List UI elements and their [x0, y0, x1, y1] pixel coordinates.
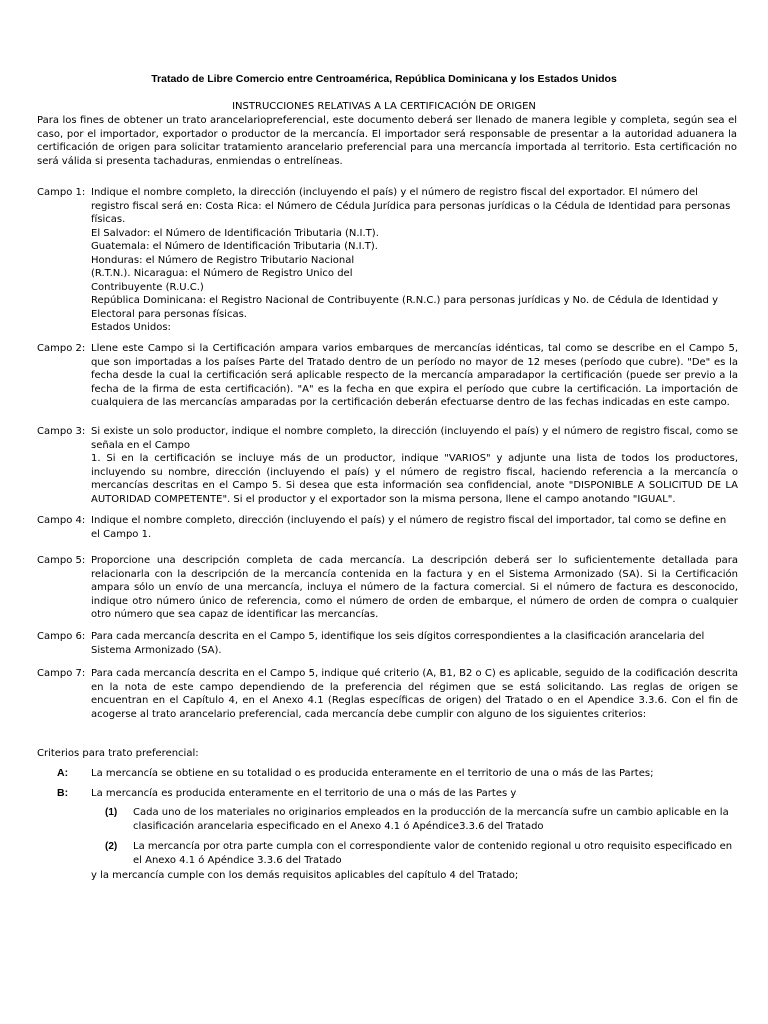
- criterio-letter: A:: [57, 767, 69, 779]
- sub-criterio-2: [0, 840, 768, 870]
- campo-label: Campo 3:: [37, 426, 86, 437]
- campo-text: República Dominicana: el Registro Nacional de Contribuyente (R.N.C.) para personas jurídicas y No. de Cédula de Identidad y Electoral para personas físicas.: [91, 295, 718, 320]
- criterio-b: [0, 787, 768, 803]
- campo-text: El Salvador: el Número de Identificación Tributaria (N.I.T).: [91, 227, 379, 239]
- campo-4: [37, 514, 738, 541]
- campo-text: 1. Si en la certificación se incluye más de un productor, indique "VARIOS" y adjunte una lista de todos los productores, incluyendo su nombre, dirección (incluyendo el país) y el número de registro fiscal, haciendo referencia a la mercancía o mercancías descritas en el Campo 5. Si desea que esta información sea confidencial, anote "DISPONIBLE A SOLICITUD DE LA AUTORIDAD COMPETENTE". Si el productor y el exportador son la misma persona, llene el campo anotando "IGUAL".: [91, 453, 738, 505]
- criterio-text: La mercancía se obtiene en su totalidad o es producida enteramente en el territorio de una o más de las Partes;: [91, 768, 654, 779]
- campo-6: [37, 630, 738, 657]
- campo-label: Campo 5:: [37, 555, 86, 566]
- sub-criterio-text: Cada uno de los materiales no originarios empleados en la producción de la mercancía sufre un cambio aplicable en la clasificación arancelaria especificado en el Anexo 4.1 ó Apéndice3.3.6 del Tratado: [133, 807, 729, 832]
- sub-criterio-number: (2): [105, 841, 118, 852]
- campo-2: [37, 342, 738, 410]
- criterios-heading: Criterios para trato preferencial:: [37, 748, 199, 759]
- campo-3: [37, 425, 738, 506]
- intro-paragraph: Para los fines de obtener un trato arancelariopreferencial, este documento deberá ser llenado de manera legible y completa, según sea el caso, por el importador, exportador o productor de la mercancía. El importador será responsable de presentar a la autoridad aduanera la certificación de origen para solicitar tratamiento arancelario preferencial para una mercancía importada al territorio. Esta certificación no será válida si presenta tachaduras, enmiendas o entrelíneas.: [37, 115, 737, 167]
- campo-text: Honduras: el Número de Registro Tributario Nacional: [91, 254, 355, 266]
- campo-label: Campo 4:: [37, 515, 86, 526]
- sub-criterio-number: (1): [105, 807, 118, 818]
- campo-text: Llene este Campo si la Certificación ampara varios embarques de mercancías idénticas, tal como se describe en el Campo 5, que son importadas a los países Parte del Tratado dentro de un período no mayor de 12 meses (período que cubre). "De" es la fecha desde la cual la certificación será aplicable respecto de la mercancía amparadapor la certificación (puede ser previo a la fecha de la firma de esta certificación). "A" es la fecha en que expira el período que cubre la certificación. La importación de cualquiera de las mercancías amparadas por la certificación deberán efectuarse dentro de las fechas indicadas en este campo.: [91, 343, 738, 408]
- campo-text: Estados Unidos:: [91, 322, 171, 333]
- campo-text: Proporcione una descripción completa de cada mercancía. La descripción deberá ser lo suficientemente detallada para relacionarla con la descripción de la mercancía contenida en la factura y en el Sistema Armonizado (SA). Si la Certificación ampara sólo un envío de una mercancía, incluya el número de la factura comercial. Si el número de factura es desconocido, indique otro número único de referencia, como el número de orden de embarque, el número de orden de compra o cualquier otro número que sea capaz de identificar las mercancías.: [91, 555, 738, 620]
- campo-label: Campo 1:: [37, 187, 86, 198]
- document-title: Tratado de Libre Comercio entre Centroamérica, República Dominicana y los Estados Unidos: [151, 73, 617, 85]
- campo-text: Guatemala: el Número de Identificación Tributaria (N.I.T).: [91, 241, 378, 252]
- campo-label: Campo 2:: [37, 343, 86, 354]
- campo-1: [37, 186, 738, 335]
- sub-criterio-1: [0, 806, 768, 836]
- document-subtitle: INSTRUCCIONES RELATIVAS A LA CERTIFICACIÓN DE ORIGEN: [232, 101, 536, 112]
- campo-7: [37, 667, 738, 721]
- campo-text: Contribuyente (R.U.C.): [91, 281, 204, 293]
- campo-text: Para cada mercancía descrita en el Campo 5, identifique los seis dígitos correspondientes a la clasificación arancelaria del Sistema Armonizado (SA).: [91, 631, 705, 656]
- campo-5: [37, 554, 738, 622]
- campo-text: Para cada mercancía descrita en el Campo 5, indique qué criterio (A, B1, B2 o C) es aplicable, seguido de la codificación descrita en la nota de este campo dependiendo de la preferencia del régimen que se está solicitando. Las reglas de origen se encuentran en el Capítulo 4, en el Anexo 4.1 (Reglas específicas de origen) del Tratado o en el Apendice 3.3.6. Con el fin de acogerse al trato arancelario preferencial, cada mercancía debe cumplir con alguno de los siguientes criterios:: [91, 668, 738, 720]
- criterio-a: [0, 767, 768, 783]
- campo-label: Campo 7:: [37, 668, 86, 679]
- criterio-final-line: y la mercancía cumple con los demás requisitos aplicables del capítulo 4 del Tratado;: [91, 870, 519, 881]
- campo-text: Indique el nombre completo, dirección (incluyendo el país) y el número de registro fiscal del importador, tal como se define en el Campo 1.: [91, 515, 727, 540]
- criterio-text: La mercancía es producida enteramente en el territorio de una o más de las Partes y: [91, 788, 517, 799]
- campo-text: Indique el nombre completo, la dirección (incluyendo el país) y el número de registro fiscal del exportador. El número del registro fiscal será en: Costa Rica: el Número de Cédula Jurídica para personas jurídicas o la Cédula de Identidad para personas físicas.: [91, 187, 731, 225]
- sub-criterio-text: La mercancía por otra parte cumpla con el correspondiente valor de contenido regional u otro requisito especificado en el Anexo 4.1 ó Apéndice 3.3.6 del Tratado: [133, 841, 733, 866]
- criterio-letter: B:: [57, 787, 69, 799]
- campo-text: Si existe un solo productor, indique el nombre completo, la dirección (incluyendo el país) y el número de registro fiscal, como se señala en el Campo: [91, 426, 738, 451]
- campo-text: (R.T.N.). Nicaragua: el Número de Registro Unico del: [91, 268, 353, 279]
- campo-label: Campo 6:: [37, 631, 86, 642]
